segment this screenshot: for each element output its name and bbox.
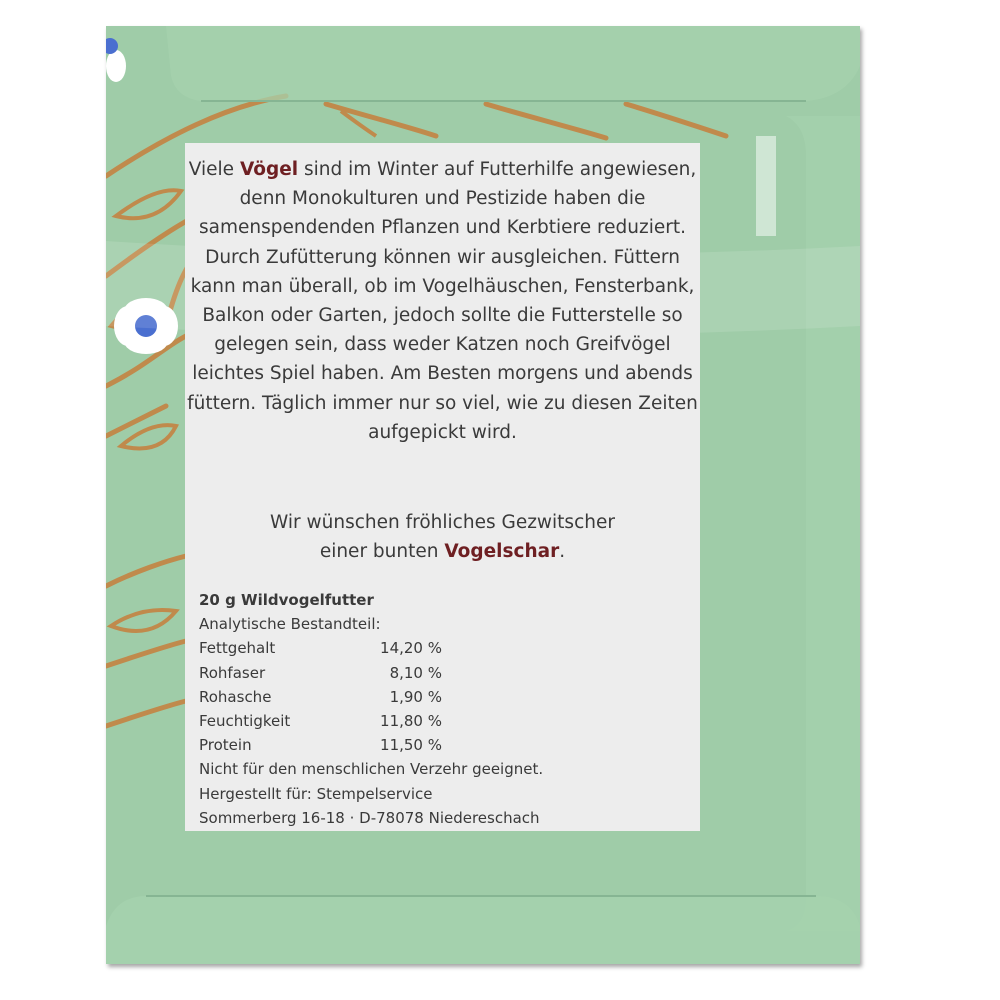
- analysis-name: Protein: [199, 736, 252, 755]
- intro-prefix: Viele: [188, 159, 240, 180]
- manufacturer: Hergestellt für: Stempelservice: [199, 784, 433, 803]
- analysis-row: [199, 685, 679, 709]
- analysis-value: 1,90 %: [389, 687, 442, 706]
- product-facts: [199, 588, 679, 830]
- wish-highlight: Vogelschar: [444, 541, 560, 563]
- wish-text: [185, 508, 700, 566]
- analysis-name: Feuchtigkeit: [199, 712, 291, 731]
- bottom-flap: [106, 896, 860, 964]
- analysis-name: Rohasche: [199, 687, 272, 706]
- analysis-row: [199, 661, 679, 685]
- wish-line-2-suffix: .: [559, 541, 566, 563]
- intro-text: [185, 155, 700, 447]
- analysis-row: [199, 733, 679, 757]
- intro-highlight: Vögel: [239, 159, 299, 180]
- analysis-value: 11,80 %: [380, 712, 442, 731]
- analysis-heading: Analytische Bestandteil:: [199, 615, 381, 634]
- wish-line-1: Wir wünschen fröhliches Gezwitscher: [270, 512, 615, 533]
- analysis-name: Fettgehalt: [199, 639, 276, 658]
- wish-line-2-prefix: einer bunten: [319, 541, 445, 563]
- info-label: [185, 143, 700, 831]
- seed-packet: [106, 26, 860, 964]
- side-fold: [786, 116, 860, 931]
- analysis-value: 8,10 %: [389, 663, 442, 682]
- analysis-row: [199, 709, 679, 733]
- address: Sommerberg 16-18 · D-78078 Niedereschach: [199, 808, 540, 827]
- top-flap: [106, 26, 860, 101]
- intro-body: sind im Winter auf Futterhilfe angewiesen, denn Monokulturen und Pestizide haben die samenspendenden Pflanzen und Kerbtiere reduziert. Durch Zufütterung können wir ausgleichen. Füttern kann man überall, ob im Vogelhäuschen, Fensterbank, Balkon oder Garten, jedoch sollte die Futterstelle so gelegen sein, dass weder Katzen noch Greifvögel leichtes Spiel haben. Am Besten morgens und abends füttern. Täglich immer nur so viel, wie zu diesen Zeiten aufgepickt wird.: [187, 159, 698, 443]
- product-name: 20 g Wildvogelfutter: [199, 591, 374, 609]
- analysis-value: 14,20 %: [380, 639, 442, 658]
- analysis-row: [199, 636, 679, 660]
- consumption-notice: Nicht für den menschlichen Verzehr geeignet.: [199, 760, 544, 779]
- analysis-name: Rohfaser: [199, 663, 266, 682]
- analysis-value: 11,50 %: [380, 736, 442, 755]
- wish-line-2: [185, 537, 700, 566]
